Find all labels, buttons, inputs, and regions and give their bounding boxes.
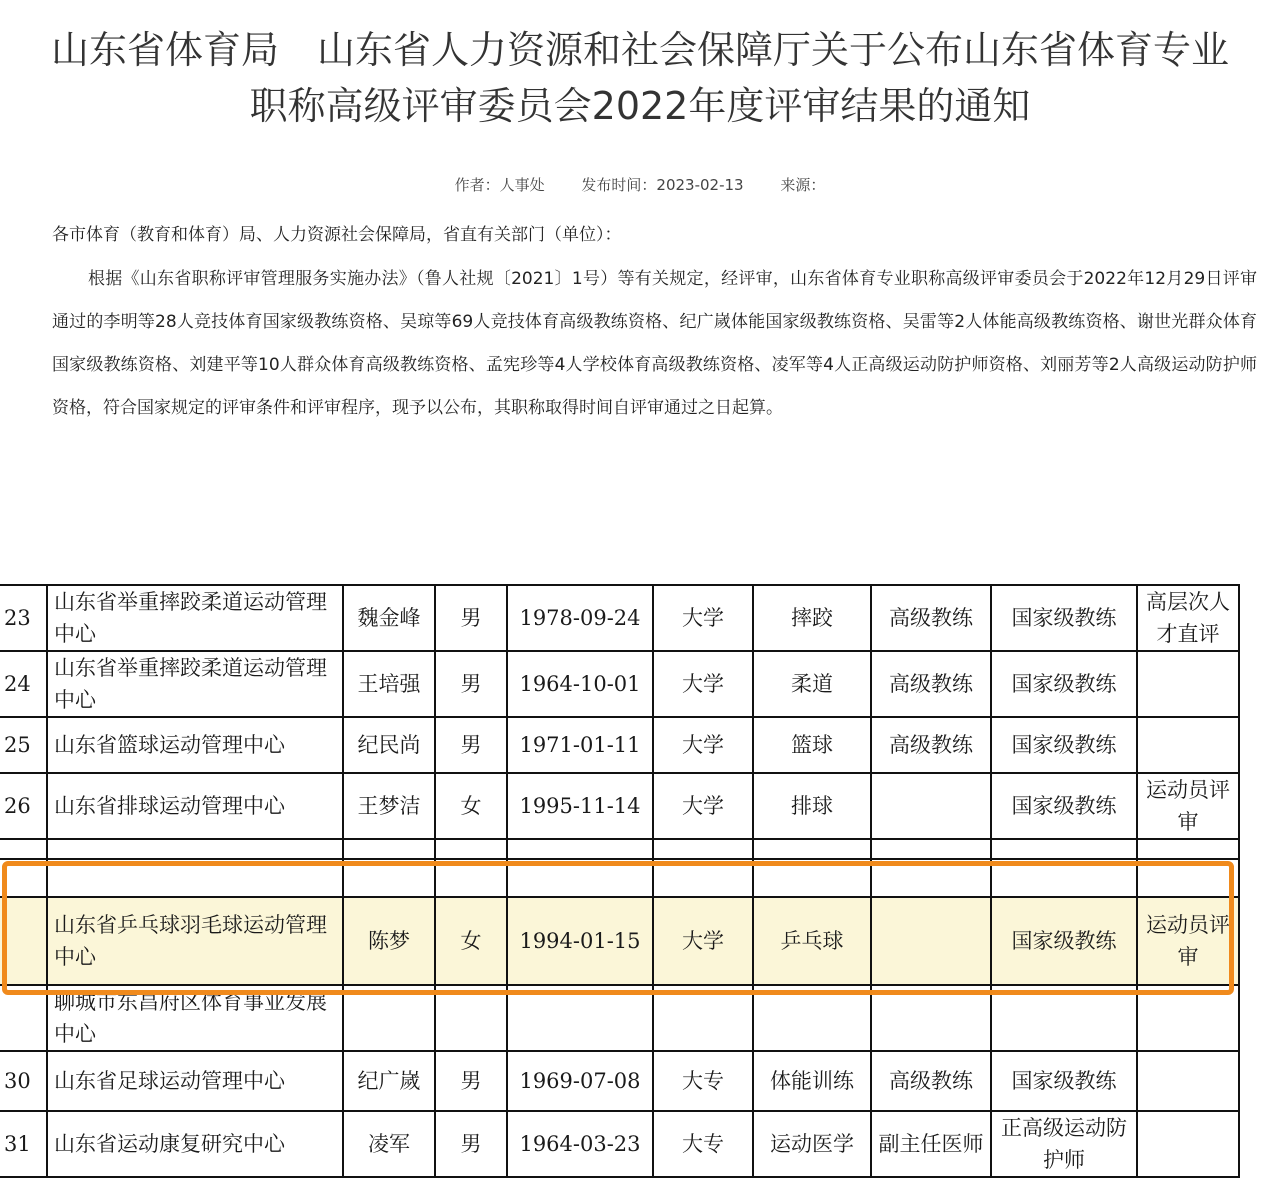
cell-current: 高级教练 [871, 585, 991, 651]
cell-edu: 大学 [653, 585, 753, 651]
cell-applied [991, 839, 1137, 859]
cell-edu: 大专 [653, 1051, 753, 1111]
cell-unit: 山东省篮球运动管理中心 [47, 717, 343, 773]
cell-name: 纪民尚 [343, 717, 435, 773]
cell-birth: 1964-03-23 [507, 1111, 653, 1177]
cell-name: 魏金峰 [343, 585, 435, 651]
cell-no [0, 839, 47, 859]
cell-edu [653, 985, 753, 1051]
title-line-1: 山东省体育局 山东省人力资源和社会保障厅关于公布山东省体育专业 [50, 28, 1229, 72]
cell-note: 运动员评审 [1137, 773, 1239, 839]
cell-no [0, 897, 47, 985]
cell-current: 高级教练 [871, 717, 991, 773]
cell-note [1137, 839, 1239, 859]
cell-sport: 排球 [753, 773, 871, 839]
cell-applied: 国家级教练 [991, 717, 1137, 773]
cell-current: 高级教练 [871, 1051, 991, 1111]
cell-birth: 1971-01-11 [507, 717, 653, 773]
cell-current [871, 897, 991, 985]
source-label: 来源： [780, 176, 826, 194]
cell-gender: 女 [435, 773, 507, 839]
cell-applied: 国家级教练 [991, 651, 1137, 717]
cell-note [1137, 1051, 1239, 1111]
cell-applied: 国家级教练 [991, 773, 1137, 839]
cell-note [1137, 985, 1239, 1051]
cell-birth: 1969-07-08 [507, 1051, 653, 1111]
title-line-2: 职称高级评审委员会2022年度评审结果的通知 [249, 84, 1031, 128]
author-label: 作者：人事处 [454, 176, 545, 194]
cell-unit: 山东省运动康复研究中心 [47, 1111, 343, 1177]
addressee-line: 各市体育（教育和体育）局、人力资源社会保障局，省直有关部门（单位）： [52, 225, 622, 245]
cell-birth [507, 839, 653, 859]
table-row [0, 717, 1239, 773]
cell-gender: 女 [435, 897, 507, 985]
cell-unit: 山东省足球运动管理中心 [47, 1051, 343, 1111]
cell-unit [47, 859, 343, 897]
table-row [0, 985, 1239, 1051]
cell-sport: 体能训练 [753, 1051, 871, 1111]
table-row [0, 859, 1239, 897]
body-paragraph: 根据《山东省职称评审管理服务实施办法》（鲁人社规〔2021〕1号）等有关规定，经评审，山东省体育专业职称高级评审委员会于2022年12月29日评审通过的李明等28人竞技体育国家级教练资格、吴琼等69人竞技体育高级教练资格、纪广嵗体能国家级教练资格、吴雷等2人体能高级教练资格、谢世光群众体育国家级教练资格、刘建平等10人群众体育高级教练资格、孟宪珍等4人学校体育高级教练资格、凌军等4人正高级运动防护师资格、刘丽芳等2人高级运动防护师资格，符合国家规定的评审条件和评审程序，现予以公布，其职称取得时间自评审通过之日起算。 [52, 269, 1257, 418]
cell-gender: 男 [435, 585, 507, 651]
cell-name: 王培强 [343, 651, 435, 717]
cell-gender [435, 985, 507, 1051]
table-row [0, 651, 1239, 717]
cell-edu [653, 859, 753, 897]
cell-no [0, 985, 47, 1051]
cell-birth: 1995-11-14 [507, 773, 653, 839]
cell-current [871, 773, 991, 839]
table-row [0, 1111, 1239, 1177]
cell-edu: 大专 [653, 1111, 753, 1177]
cell-sport [753, 839, 871, 859]
cell-unit: 山东省排球运动管理中心 [47, 773, 343, 839]
cell-no: 26 [0, 773, 47, 839]
cell-sport [753, 859, 871, 897]
cell-name: 纪广嵗 [343, 1051, 435, 1111]
cell-current: 高级教练 [871, 651, 991, 717]
cell-applied: 国家级教练 [991, 1051, 1137, 1111]
publish-time-label: 发布时间：2023-02-13 [581, 176, 744, 194]
cell-applied: 国家级教练 [991, 585, 1137, 651]
cell-sport: 柔道 [753, 651, 871, 717]
cell-sport: 乒乓球 [753, 897, 871, 985]
cell-unit: 山东省乒乓球羽毛球运动管理中心 [47, 897, 343, 985]
cell-unit: 山东省举重摔跤柔道运动管理中心 [47, 585, 343, 651]
results-table [0, 584, 1240, 1178]
cell-no [0, 859, 47, 897]
cell-birth: 1994-01-15 [507, 897, 653, 985]
cell-edu: 大学 [653, 717, 753, 773]
cell-no: 23 [0, 585, 47, 651]
cell-sport [753, 985, 871, 1051]
cell-gender [435, 859, 507, 897]
cell-current [871, 839, 991, 859]
cell-applied: 国家级教练 [991, 897, 1137, 985]
article-meta [0, 174, 1280, 195]
cell-birth: 1978-09-24 [507, 585, 653, 651]
cell-no: 25 [0, 717, 47, 773]
cell-current [871, 985, 991, 1051]
cell-applied [991, 859, 1137, 897]
cell-unit: 山东省举重摔跤柔道运动管理中心 [47, 651, 343, 717]
cell-unit [47, 839, 343, 859]
cell-gender [435, 839, 507, 859]
cell-name [343, 839, 435, 859]
cell-gender: 男 [435, 717, 507, 773]
cell-birth [507, 859, 653, 897]
cell-edu: 大学 [653, 773, 753, 839]
cell-note [1137, 1111, 1239, 1177]
cell-applied: 正高级运动防护师 [991, 1111, 1137, 1177]
cell-note: 运动员评审 [1137, 897, 1239, 985]
cell-gender: 男 [435, 651, 507, 717]
cell-sport: 摔跤 [753, 585, 871, 651]
table-row [0, 585, 1239, 651]
cell-sport: 篮球 [753, 717, 871, 773]
cell-name: 王梦洁 [343, 773, 435, 839]
table-row [0, 1051, 1239, 1111]
cell-sport: 运动医学 [753, 1111, 871, 1177]
cell-name: 陈梦 [343, 897, 435, 985]
cell-gender: 男 [435, 1111, 507, 1177]
cell-current [871, 859, 991, 897]
cell-unit: 聊城市东昌府区体育事业发展中心 [47, 985, 343, 1051]
cell-edu: 大学 [653, 651, 753, 717]
cell-note [1137, 717, 1239, 773]
cell-gender: 男 [435, 1051, 507, 1111]
cell-no: 31 [0, 1111, 47, 1177]
cell-applied [991, 985, 1137, 1051]
cell-birth [507, 985, 653, 1051]
table-row [0, 773, 1239, 839]
cell-name: 凌军 [343, 1111, 435, 1177]
cell-name [343, 985, 435, 1051]
cell-note [1137, 651, 1239, 717]
cell-birth: 1964-10-01 [507, 651, 653, 717]
cell-note [1137, 859, 1239, 897]
cell-current: 副主任医师 [871, 1111, 991, 1177]
article-title [0, 22, 1280, 134]
cell-no: 30 [0, 1051, 47, 1111]
table-row [0, 897, 1239, 985]
cell-no: 24 [0, 651, 47, 717]
cell-edu [653, 839, 753, 859]
cell-name [343, 859, 435, 897]
table-row [0, 839, 1239, 859]
cell-edu: 大学 [653, 897, 753, 985]
cell-note: 高层次人才直评 [1137, 585, 1239, 651]
